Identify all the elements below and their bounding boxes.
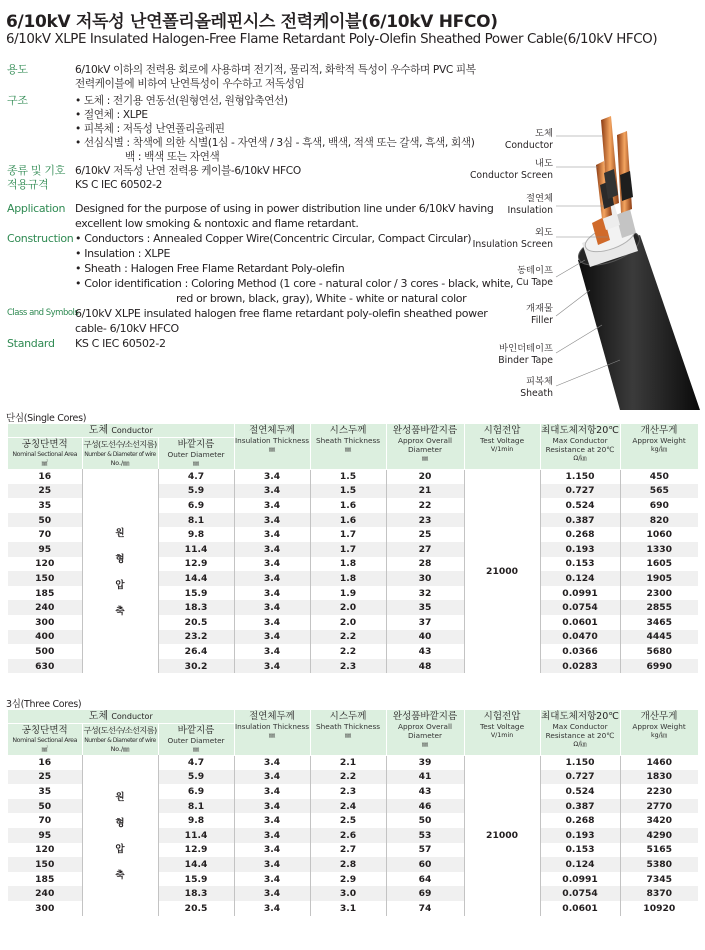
weight-cell: 1060	[646, 529, 673, 541]
page-title: 6/10kV 저독성 난연폴리올레핀시스 전력케이블(6/10kV HFCO)	[6, 12, 498, 32]
overall-diameter-cell: 46	[386, 799, 464, 814]
construction-line: • Color identification : Coloring Method (1 core - natural color / 3 cores - black, white,	[75, 277, 514, 290]
insulation-cell: 3.4	[234, 799, 310, 814]
application-text	[75, 201, 493, 231]
vertical-char: 형	[115, 818, 125, 830]
overall-diameter-cell: 43	[386, 644, 464, 659]
outer-diameter-cell: 12.9	[158, 557, 234, 572]
weight-cell: 2770	[620, 799, 698, 814]
vertical-char: 원	[115, 792, 125, 804]
construction-row	[7, 231, 514, 306]
conductor-group-header: 도체 Conductor	[8, 424, 234, 438]
sheath-cell: 2.2	[310, 644, 386, 659]
outer-diameter-cell: 15.9	[158, 586, 234, 601]
outer-diameter-cell: 11.4	[158, 542, 234, 557]
application-label: Application	[7, 202, 66, 215]
weight-cell: 1460	[646, 757, 673, 769]
label-cu-tape: 동테이프 Cu Tape	[516, 265, 553, 288]
application-line: excellent low smoking & nontoxic and flame retardant.	[75, 217, 359, 230]
overall-diameter-cell: 74	[386, 901, 464, 916]
usage-row	[7, 63, 477, 91]
resistance-cell: 1.150	[540, 469, 620, 484]
insulation-cell: 3.4	[234, 513, 310, 528]
area-cell: 500	[8, 644, 82, 659]
outer-diameter-cell: 14.4	[158, 857, 234, 872]
area-cell: 35	[8, 498, 82, 513]
outer-diameter-cell: 18.3	[158, 886, 234, 901]
type-row	[7, 164, 477, 178]
overall-diameter-cell: 32	[386, 586, 464, 601]
single-core-table	[8, 424, 699, 673]
weight-cell: 2300	[646, 587, 673, 599]
insulation-cell: 3.4	[234, 586, 310, 601]
sheath-cell: 2.6	[310, 828, 386, 843]
resistance-cell: 0.193	[540, 542, 620, 557]
sheath-thickness-header: 시스두께 Sheath Thickness ㎜	[310, 710, 386, 755]
table-row	[8, 469, 698, 484]
outer-diameter-cell: 15.9	[158, 872, 234, 887]
area-cell: 240	[8, 600, 82, 615]
insulation-cell: 3.4	[234, 644, 310, 659]
weight-cell: 565	[620, 484, 698, 499]
vertical-char: 축	[115, 606, 125, 618]
area-cell: 300	[8, 901, 82, 916]
weight-cell: 2230	[646, 785, 673, 797]
usage-line: 전력케이블에 비하여 난연특성이 우수하고 저독성임	[75, 78, 305, 90]
class-line: cable- 6/10kV HFCO	[75, 322, 179, 335]
outer-diameter-cell: 18.3	[158, 600, 234, 615]
outer-diameter-cell: 9.8	[158, 527, 234, 542]
insulation-cell: 3.4	[234, 659, 310, 674]
wire-header: 구성(도선수/소선지름) Number & Diameter of wire No./㎜	[83, 725, 157, 753]
outer-diameter-cell: 6.9	[158, 784, 234, 799]
sheath-cell: 1.5	[310, 469, 386, 484]
three-core-label: 3심(Three Cores)	[6, 699, 82, 710]
structure-line: • 도체 : 전기용 연동선(원형연선, 원형압축연선)	[75, 95, 288, 107]
std-en-text: KS C IEC 60502-2	[75, 337, 166, 350]
resistance-cell: 0.193	[540, 828, 620, 843]
outer-diameter-cell: 5.9	[158, 484, 234, 499]
resistance-cell: 0.524	[540, 784, 620, 799]
label-insulation: 절연체 Insulation	[507, 193, 553, 216]
class-row	[7, 306, 488, 336]
insulation-cell: 3.4	[234, 901, 310, 916]
overall-diameter-cell: 23	[386, 513, 464, 528]
insulation-thickness-header: 절연체두께 Insulation Thickness ㎜	[234, 710, 310, 755]
area-cell: 35	[8, 784, 82, 799]
area-cell: 185	[8, 586, 82, 601]
wire-header: 구성(도선수/소선지름) Number & Diameter of wire No./㎜	[83, 439, 157, 467]
insulation-cell: 3.4	[234, 571, 310, 586]
structure-line: • 피복체 : 저독성 난연폴리올레핀	[75, 123, 225, 135]
wire-construction-cell	[82, 755, 158, 916]
label-filler: 개재물 Filler	[526, 303, 553, 326]
class-text	[75, 306, 487, 336]
sheath-cell: 1.8	[310, 557, 386, 572]
overall-diameter-cell: 57	[386, 843, 464, 858]
resistance-cell: 0.124	[540, 571, 620, 586]
insulation-cell: 3.4	[234, 872, 310, 887]
vertical-char: 형	[115, 554, 125, 566]
overall-diameter-cell: 35	[386, 600, 464, 615]
area-cell: 25	[8, 770, 82, 785]
outer-diameter-cell: 8.1	[158, 513, 234, 528]
overall-diameter-cell: 69	[386, 886, 464, 901]
insulation-cell: 3.4	[234, 784, 310, 799]
outer-diameter-header: 바깥지름 Outer Diameter ㎜	[158, 724, 234, 756]
weight-cell: 690	[649, 499, 669, 511]
insulation-cell: 3.4	[234, 828, 310, 843]
application-line: Designed for the purpose of using in power distribution line under 6/10kV having	[75, 202, 494, 215]
sheath-cell: 2.3	[310, 659, 386, 674]
outer-diameter-cell: 6.9	[158, 498, 234, 513]
outer-diameter-cell: 30.2	[158, 659, 234, 674]
sheath-cell: 2.8	[310, 857, 386, 872]
construction-line: red or brown, black, gray), White - white or natural color	[176, 292, 467, 305]
area-cell: 300	[8, 615, 82, 630]
insulation-cell: 3.4	[234, 770, 310, 785]
table-row	[8, 755, 698, 770]
resistance-cell: 0.727	[540, 770, 620, 785]
area-cell: 120	[8, 843, 82, 858]
resistance-cell: 0.0991	[540, 872, 620, 887]
weight-cell: 820	[620, 513, 698, 528]
resistance-cell: 0.153	[540, 843, 620, 858]
overall-diameter-cell: 64	[386, 872, 464, 887]
overall-diameter-cell: 21	[386, 484, 464, 499]
sheath-cell: 1.5	[310, 484, 386, 499]
resistance-cell: 0.0601	[540, 615, 620, 630]
insulation-cell: 3.4	[234, 484, 310, 499]
resistance-cell: 0.124	[540, 857, 620, 872]
label-binder-tape: 바인더테이프 Binder Tape	[498, 343, 553, 366]
insulation-cell: 3.4	[234, 615, 310, 630]
area-cell: 25	[8, 484, 82, 499]
std-ko-label: 적용규격	[7, 178, 49, 191]
outer-diameter-cell: 14.4	[158, 571, 234, 586]
overall-diameter-cell: 27	[386, 542, 464, 557]
area-cell: 70	[8, 527, 82, 542]
area-cell: 16	[8, 469, 82, 484]
test-voltage-cell: 21000	[464, 755, 540, 916]
construction-line: • Sheath : Halogen Free Flame Retardant Poly-olefin	[75, 262, 345, 275]
resistance-cell: 0.387	[540, 799, 620, 814]
insulation-cell: 3.4	[234, 600, 310, 615]
insulation-cell: 3.4	[234, 813, 310, 828]
weight-cell: 6990	[620, 659, 698, 674]
test-voltage-header: 시험전압 Test Voltage V/1min	[464, 710, 540, 755]
sheath-cell: 1.7	[310, 542, 386, 557]
sheath-cell: 2.7	[310, 843, 386, 858]
weight-cell: 3420	[646, 815, 673, 827]
construction-line: • Conductors : Annealed Copper Wire(Concentric Circular, Compact Circular)	[75, 232, 472, 245]
resistance-cell: 0.0366	[540, 644, 620, 659]
sheath-cell: 3.0	[310, 886, 386, 901]
conductor-group-header: 도체 Conductor	[8, 710, 234, 724]
nominal-area-header: 공칭단면적 Nominal Sectional Area ㎟	[8, 724, 82, 756]
weight-cell: 8370	[620, 886, 698, 901]
insulation-cell: 3.4	[234, 527, 310, 542]
sheath-cell: 1.6	[310, 498, 386, 513]
outer-diameter-cell: 8.1	[158, 799, 234, 814]
resistance-cell: 0.524	[540, 498, 620, 513]
sheath-cell: 2.3	[310, 784, 386, 799]
resistance-cell: 0.0470	[540, 630, 620, 645]
nominal-area-header: 공칭단면적 Nominal Sectional Area ㎟	[8, 438, 82, 470]
insulation-cell: 3.4	[234, 469, 310, 484]
structure-text	[75, 94, 477, 164]
approx-weight-header: 개산무게 Approx Weight kg/㎞	[620, 424, 698, 469]
outer-diameter-header: 바깥지름 Outer Diameter ㎜	[158, 438, 234, 470]
wire-construction-cell	[82, 469, 158, 673]
insulation-thickness-header: 절연체두께 Insulation Thickness ㎜	[234, 424, 310, 469]
area-cell: 630	[8, 659, 82, 674]
sheath-cell: 1.7	[310, 527, 386, 542]
weight-cell: 3465	[646, 616, 673, 628]
application-row	[7, 201, 494, 231]
vertical-char: 압	[115, 844, 125, 856]
max-resistance-header: 최대도체저항20℃ Max Conductor Resistance at 20℃ Ω/㎞	[540, 710, 620, 755]
outer-diameter-cell: 11.4	[158, 828, 234, 843]
test-voltage-header: 시험전압 Test Voltage V/1min	[464, 424, 540, 469]
weight-cell: 1830	[620, 770, 698, 785]
sheath-cell: 2.1	[310, 755, 386, 770]
overall-diameter-cell: 48	[386, 659, 464, 674]
structure-line: 백 : 백색 또는 자연색	[125, 151, 220, 163]
cable-illustration	[470, 105, 705, 410]
usage-text	[75, 63, 477, 91]
structure-line: • 절연체 : XLPE	[75, 109, 148, 121]
weight-cell: 5680	[646, 645, 673, 657]
overall-diameter-cell: 39	[386, 755, 464, 770]
insulation-cell: 3.4	[234, 630, 310, 645]
outer-diameter-cell: 4.7	[158, 469, 234, 484]
type-label: 종류 및 기호	[7, 164, 66, 177]
resistance-cell: 0.268	[540, 527, 620, 542]
sheath-cell: 1.6	[310, 513, 386, 528]
max-resistance-header: 최대도체저항20℃ Max Conductor Resistance at 20℃ Ω/㎞	[540, 424, 620, 469]
overall-diameter-cell: 53	[386, 828, 464, 843]
outer-diameter-cell: 23.2	[158, 630, 234, 645]
std-ko-text: KS C IEC 60502-2	[75, 179, 163, 191]
label-sheath: 피복체 Sheath	[520, 376, 553, 399]
label-conductor-screen: 내도 Conductor Screen	[469, 158, 553, 181]
weight-cell: 1905	[620, 571, 698, 586]
weight-cell: 1605	[646, 558, 673, 570]
insulation-cell: 3.4	[234, 542, 310, 557]
insulation-cell: 3.4	[234, 886, 310, 901]
resistance-cell: 0.0283	[540, 659, 620, 674]
vertical-char: 원	[115, 528, 125, 540]
weight-cell: 1330	[620, 542, 698, 557]
outer-diameter-cell: 20.5	[158, 615, 234, 630]
outer-diameter-cell: 20.5	[158, 901, 234, 916]
sheath-cell: 2.0	[310, 600, 386, 615]
std-en-label: Standard	[7, 337, 55, 350]
weight-cell: 450	[649, 471, 669, 483]
resistance-cell: 0.0754	[540, 886, 620, 901]
area-cell: 120	[8, 557, 82, 572]
sheath-cell: 2.0	[310, 615, 386, 630]
overall-diameter-cell: 43	[386, 784, 464, 799]
area-cell: 95	[8, 542, 82, 557]
std-en-row	[7, 336, 477, 351]
overall-diameter-cell: 41	[386, 770, 464, 785]
area-cell: 95	[8, 828, 82, 843]
page-subtitle: 6/10kV XLPE Insulated Halogen-Free Flame Retardant Poly-Olefin Sheathed Power Cable(6/10kV HFCO)	[6, 32, 658, 47]
construction-text	[75, 231, 513, 306]
std-ko-row	[7, 178, 477, 192]
area-cell: 400	[8, 630, 82, 645]
area-cell: 16	[8, 755, 82, 770]
area-cell: 50	[8, 799, 82, 814]
insulation-cell: 3.4	[234, 498, 310, 513]
label-conductor: 도체 Conductor	[504, 128, 553, 151]
weight-cell: 5165	[646, 844, 673, 856]
overall-diameter-cell: 28	[386, 557, 464, 572]
construction-line: • Insulation : XLPE	[75, 247, 171, 260]
sheath-cell: 1.8	[310, 571, 386, 586]
usage-line: 6/10kV 이하의 전력용 회로에 사용하며 전기적, 물리적, 화학적 특성이 우수하며 PVC 피복	[75, 64, 476, 76]
overall-diameter-cell: 60	[386, 857, 464, 872]
area-cell: 185	[8, 872, 82, 887]
sheath-cell: 1.9	[310, 586, 386, 601]
overall-diameter-cell: 50	[386, 813, 464, 828]
area-cell: 150	[8, 857, 82, 872]
resistance-cell: 1.150	[540, 755, 620, 770]
overall-diameter-cell: 30	[386, 571, 464, 586]
sheath-cell: 2.2	[310, 630, 386, 645]
resistance-cell: 0.0991	[540, 586, 620, 601]
resistance-cell: 0.0601	[540, 901, 620, 916]
usage-label: 용도	[7, 63, 28, 76]
area-cell: 70	[8, 813, 82, 828]
area-cell: 240	[8, 886, 82, 901]
sheath-cell: 2.5	[310, 813, 386, 828]
structure-line: • 선심식별 : 착색에 의한 식별(1심 - 자연색 / 3심 - 흑색, 백색, 적색 또는 갈색, 흑색, 회색)	[75, 137, 475, 149]
type-text: 6/10kV 저독성 난연 전력용 케이블-6/10kV HFCO	[75, 165, 301, 177]
test-voltage-cell: 21000	[464, 469, 540, 673]
overall-diameter-cell: 40	[386, 630, 464, 645]
overall-diameter-header: 완성품바깥지름 Approx Overall Diameter ㎜	[386, 424, 464, 469]
label-insulation-screen: 외도 Insulation Screen	[472, 227, 553, 250]
overall-diameter-cell: 22	[386, 498, 464, 513]
sheath-cell: 2.2	[310, 770, 386, 785]
vertical-char: 축	[115, 870, 125, 882]
resistance-cell: 0.727	[540, 484, 620, 499]
resistance-cell: 0.387	[540, 513, 620, 528]
outer-diameter-cell: 26.4	[158, 644, 234, 659]
weight-cell: 2855	[620, 600, 698, 615]
weight-cell: 4290	[620, 828, 698, 843]
overall-diameter-cell: 20	[386, 469, 464, 484]
weight-cell: 5380	[620, 857, 698, 872]
sheath-cell: 2.4	[310, 799, 386, 814]
weight-cell: 7345	[646, 873, 673, 885]
overall-diameter-cell: 25	[386, 527, 464, 542]
outer-diameter-cell: 4.7	[158, 755, 234, 770]
resistance-cell: 0.0754	[540, 600, 620, 615]
outer-diameter-cell: 5.9	[158, 770, 234, 785]
resistance-cell: 0.153	[540, 557, 620, 572]
class-line: 6/10kV XLPE insulated halogen free flame retardant poly-olefin sheathed power	[75, 307, 488, 320]
sheath-thickness-header: 시스두께 Sheath Thickness ㎜	[310, 424, 386, 469]
sheath-cell: 3.1	[310, 901, 386, 916]
overall-diameter-header: 완성품바깥지름 Approx Overall Diameter ㎜	[386, 710, 464, 755]
weight-cell: 4445	[620, 630, 698, 645]
outer-diameter-cell: 9.8	[158, 813, 234, 828]
resistance-cell: 0.268	[540, 813, 620, 828]
insulation-cell: 3.4	[234, 755, 310, 770]
construction-label: Construction	[7, 232, 74, 245]
approx-weight-header: 개산무게 Approx Weight kg/㎞	[620, 710, 698, 755]
class-label: Class and Symbols	[7, 308, 79, 318]
three-core-table	[8, 710, 699, 916]
vertical-char: 압	[115, 580, 125, 592]
overall-diameter-cell: 37	[386, 615, 464, 630]
structure-row	[7, 94, 477, 164]
single-core-label: 단심(Single Cores)	[6, 413, 87, 424]
weight-cell: 10920	[643, 902, 676, 914]
insulation-cell: 3.4	[234, 843, 310, 858]
structure-label: 구조	[7, 94, 28, 107]
sheath-cell: 2.9	[310, 872, 386, 887]
outer-diameter-cell: 12.9	[158, 843, 234, 858]
area-cell: 150	[8, 571, 82, 586]
area-cell: 50	[8, 513, 82, 528]
insulation-cell: 3.4	[234, 857, 310, 872]
insulation-cell: 3.4	[234, 557, 310, 572]
